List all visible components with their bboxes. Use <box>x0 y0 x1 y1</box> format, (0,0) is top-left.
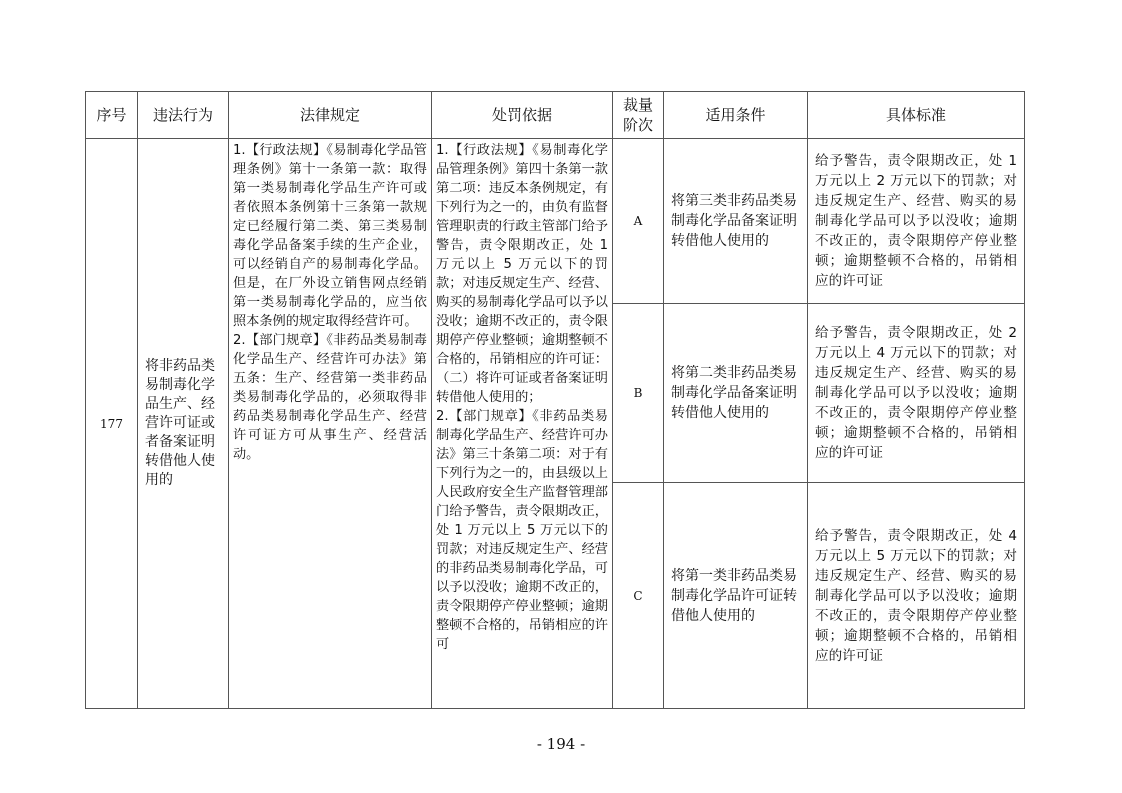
header-violation: 违法行为 <box>137 91 229 139</box>
page-number: - 194 - <box>536 735 586 753</box>
standard-c-text: 给予警告，责令限期改正，处 4 万元以上 5 万元以下的罚款；对违反规定生产、经营、购买的易制毒化学品可以予以没收；逾期不改正的，责令限期停产停业整顿；逾期整顿不合格的，吊销相应的许可证 <box>815 527 1017 664</box>
header-seq: 序号 <box>85 91 138 139</box>
row-basis: 1.【行政法规】《易制毒化学品管理条例》第四十条第一款第二项：违反本条例规定，有下列行为之一的，由负有监督管理职责的行政主管部门给予警告，责令限期改正，处 1 万元以上 5 万元以下的罚款；对违反规定生产、经营、购买的易制毒化学品可以予以没收；逾期不改正的，责令限期停产停业整顿；逾期整顿不合格的，吊销相应的许可证：（二）将许可证或者备案证明转借他人使用的； 2.【部门规章】《非药品类易制毒化学品生产、经营许可办法》第三十条第二项：对于有下列行为之一的，由县级以上人民政府安全生产监督管理部门给予警告，责令限期改正，处 1 万元以上 5 万元以下的罚款；对违反规定生产、经营的非药品类易制毒化学品，可以予以没收；逾期不改正的，责令限期停产停业整顿；逾期整顿不合格的，吊销相应的许可 <box>431 138 613 709</box>
condition-a-text: 将第三类非药品类易制毒化学品备案证明转借他人使用的 <box>671 193 797 249</box>
level-c: C <box>612 482 664 709</box>
row-seq: 177 <box>85 138 138 709</box>
standard-b <box>807 303 1025 483</box>
penalty-table <box>85 91 1025 709</box>
condition-c <box>663 482 808 709</box>
row-law: 1.【行政法规】《易制毒化学品管理条例》第十一条第一款：取得第一类易制毒化学品生产许可或者依照本条例第十三条第一款规定已经履行第二类、第三类易制毒化学品备案手续的生产企业，可以经销自产的易制毒化学品。但是，在厂外设立销售网点经销第一类易制毒化学品的，应当依照本条例的规定取得经营许可。 2.【部门规章】《非药品类易制毒化学品生产、经营许可办法》第五条：生产、经营第一类非药品类易制毒化学品的，必须取得非药品类易制毒化学品生产、经营许可证方可从事生产、经营活动。 <box>228 138 432 709</box>
condition-a <box>663 138 808 304</box>
condition-c-text: 将第一类非药品类易制毒化学品许可证转借他人使用的 <box>671 567 797 624</box>
standard-a-text: 给予警告，责令限期改正，处 1 万元以上 2 万元以下的罚款；对违反规定生产、经营、购买的易制毒化学品可以予以没收；逾期不改正的，责令限期停产停业整顿；逾期整顿不合格的，吊销相应的许可证 <box>815 153 1017 289</box>
level-b: B <box>612 303 664 483</box>
standard-a <box>807 138 1025 304</box>
condition-b-text: 将第二类非药品类易制毒化学品备案证明转借他人使用的 <box>671 365 797 421</box>
level-a: A <box>612 138 664 304</box>
standard-b-text: 给予警告，责令限期改正，处 2 万元以上 4 万元以下的罚款；对违反规定生产、经营、购买的易制毒化学品可以予以没收；逾期不改正的，责令限期停产停业整顿；逾期整顿不合格的，吊销相应的许可证 <box>815 325 1017 461</box>
standard-c <box>807 482 1025 709</box>
condition-b <box>663 303 808 483</box>
header-law: 法律规定 <box>228 91 432 139</box>
header-condition: 适用条件 <box>663 91 808 139</box>
row-violation <box>137 138 229 709</box>
violation-text: 将非药品类易制毒化学品生产、经营许可证或者备案证明转借他人使用的 <box>145 358 215 488</box>
header-level: 裁量阶次 <box>612 91 664 139</box>
header-standard: 具体标准 <box>807 91 1025 139</box>
header-basis: 处罚依据 <box>431 91 613 139</box>
